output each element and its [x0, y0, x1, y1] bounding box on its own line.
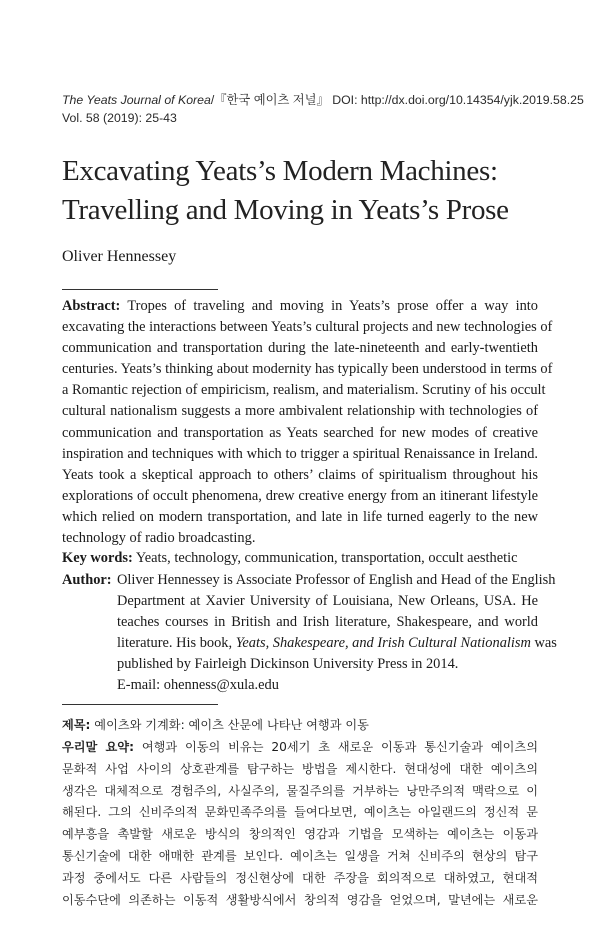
korean-summary-line: 과정 중에서도 다른 사람들의 정신현상에 대한 주장을 회의적으로 대하였고, 현대적 [62, 870, 538, 885]
korean-summary-line: 통신기술에 대한 애매한 관계를 보인다. 예이츠는 일생을 거쳐 신비주의 현상의 탐구 [62, 848, 538, 863]
abstract-label: Abstract: [62, 298, 121, 314]
citation-line [62, 91, 582, 109]
bio-line: Oliver Hennessey is Associate Professor of English and Head of the English [117, 572, 556, 588]
abstract-line: technology of radio broadcasting. [62, 530, 256, 547]
bio-line: teaches courses in British and Irish literature, Shakespeare, and world [117, 614, 538, 630]
bio-line: Department at Xavier University of Louisiana, New Orleans, USA. He [117, 593, 538, 609]
keywords-section [62, 548, 538, 569]
keywords-label: Key words: [62, 550, 133, 566]
abstract-line: communication and transportation during the late-nineteenth and early-twentieth [62, 340, 538, 357]
abstract-line: which relied on modern transportation, and late in life turned eagerly to the new [62, 508, 538, 525]
title-line-2: Travelling and Moving in Yeats’s Prose [62, 194, 509, 226]
korean-summary-line: 해된다. 그의 신비주의적 문화민족주의를 들여다보면, 예이츠는 아일랜드의 정신적 문 [62, 805, 538, 820]
title-line-1: Excavating Yeats’s Modern Machines: [62, 155, 498, 187]
korean-title-text: 예이츠와 기계화: 예이츠 산문에 나타난 여행과 이동 [90, 718, 369, 732]
korean-summary-line: 이동수단에 의존하는 이동적 생활방식에서 창의적 영감을 얻었으며, 말년에는 새로운 [62, 892, 538, 907]
author-bio-body [117, 570, 557, 696]
korean-summary-line: 생각은 대체적으로 경험주의, 사실주의, 물질주의를 거부하는 낭만주의적 맥락으로 이 [62, 783, 538, 798]
abstract-line: excavating the interactions between Yeats’s cultural projects and new technologies of [62, 319, 553, 336]
abstract-line: communication and transportation as Yeats searched for new modes of creative [62, 424, 538, 441]
abstract-line: explorations of occult phenomena, drew creative energy from an itinerant lifestyle [62, 487, 538, 504]
korean-title [62, 715, 538, 737]
book-title: Yeats, Shakespeare, and Irish Cultural Nationalism [235, 635, 531, 651]
abstract-line: a Romantic rejection of empiricism, realism, and materialism. Scrutiny of his occult [62, 382, 546, 399]
journal-header [62, 91, 582, 127]
abstract-line: inspiration and techniques with which to trigger a spiritual Renaissance in Ireland. [62, 445, 538, 462]
divider-bottom [62, 704, 218, 705]
divider-top [62, 289, 218, 290]
article-title [62, 152, 582, 230]
keywords-text: Yeats, technology, communication, transportation, occult aesthetic [132, 550, 518, 566]
journal-korean-name: /『한국 예이츠 저널』 [210, 93, 329, 107]
volume-info: Vol. 58 (2019): 25-43 [62, 111, 177, 125]
abstract-line: Yeats took a skeptical approach to others’ claims of spiritualism throughout his [62, 466, 538, 483]
author-bio-section [62, 570, 557, 696]
korean-summary-line: 예부흥을 촉발할 새로운 방식의 창의적인 영감과 기법을 모색하는 예이츠는 이동과 [62, 827, 538, 842]
korean-summary-line: 우리말 요약: 여행과 이동의 비유는 20세기 초 새로운 이동과 통신기술과 예이츠의 [62, 740, 539, 754]
korean-title-label: 제목: [62, 718, 91, 732]
author-bio-label: Author: [62, 572, 112, 588]
author-name: Oliver Hennessey [62, 248, 177, 265]
bio-line: published by Fairleigh Dickinson University Press in 2014. [117, 656, 459, 672]
abstract-line: cultural nationalism suggests a more ambivalent relationship with technologies of [62, 403, 538, 420]
doi-link[interactable]: DOI: http://dx.doi.org/10.14354/yjk.2019.58.25 [328, 93, 584, 107]
abstract-line: Abstract: Tropes of traveling and moving in Yeats’s prose offer a way into [62, 298, 538, 314]
korean-summary-line: 문화적 사업 사이의 상호관계를 탐구하는 방법을 제시한다. 현대성에 대한 예이츠의 [62, 761, 538, 776]
korean-summary-label: 우리말 요약: [62, 740, 134, 754]
abstract-section [62, 296, 553, 549]
abstract-line: centuries. Yeats’s thinking about modernity has typically been understood in terms of [62, 361, 553, 378]
journal-name: The Yeats Journal of Korea [62, 93, 211, 107]
korean-summary [62, 737, 538, 911]
author-email[interactable]: E-mail: ohenness@xula.edu [117, 677, 279, 693]
bio-line: literature. His book, Yeats, Shakespeare, and Irish Cultural Nationalism was [117, 635, 557, 651]
